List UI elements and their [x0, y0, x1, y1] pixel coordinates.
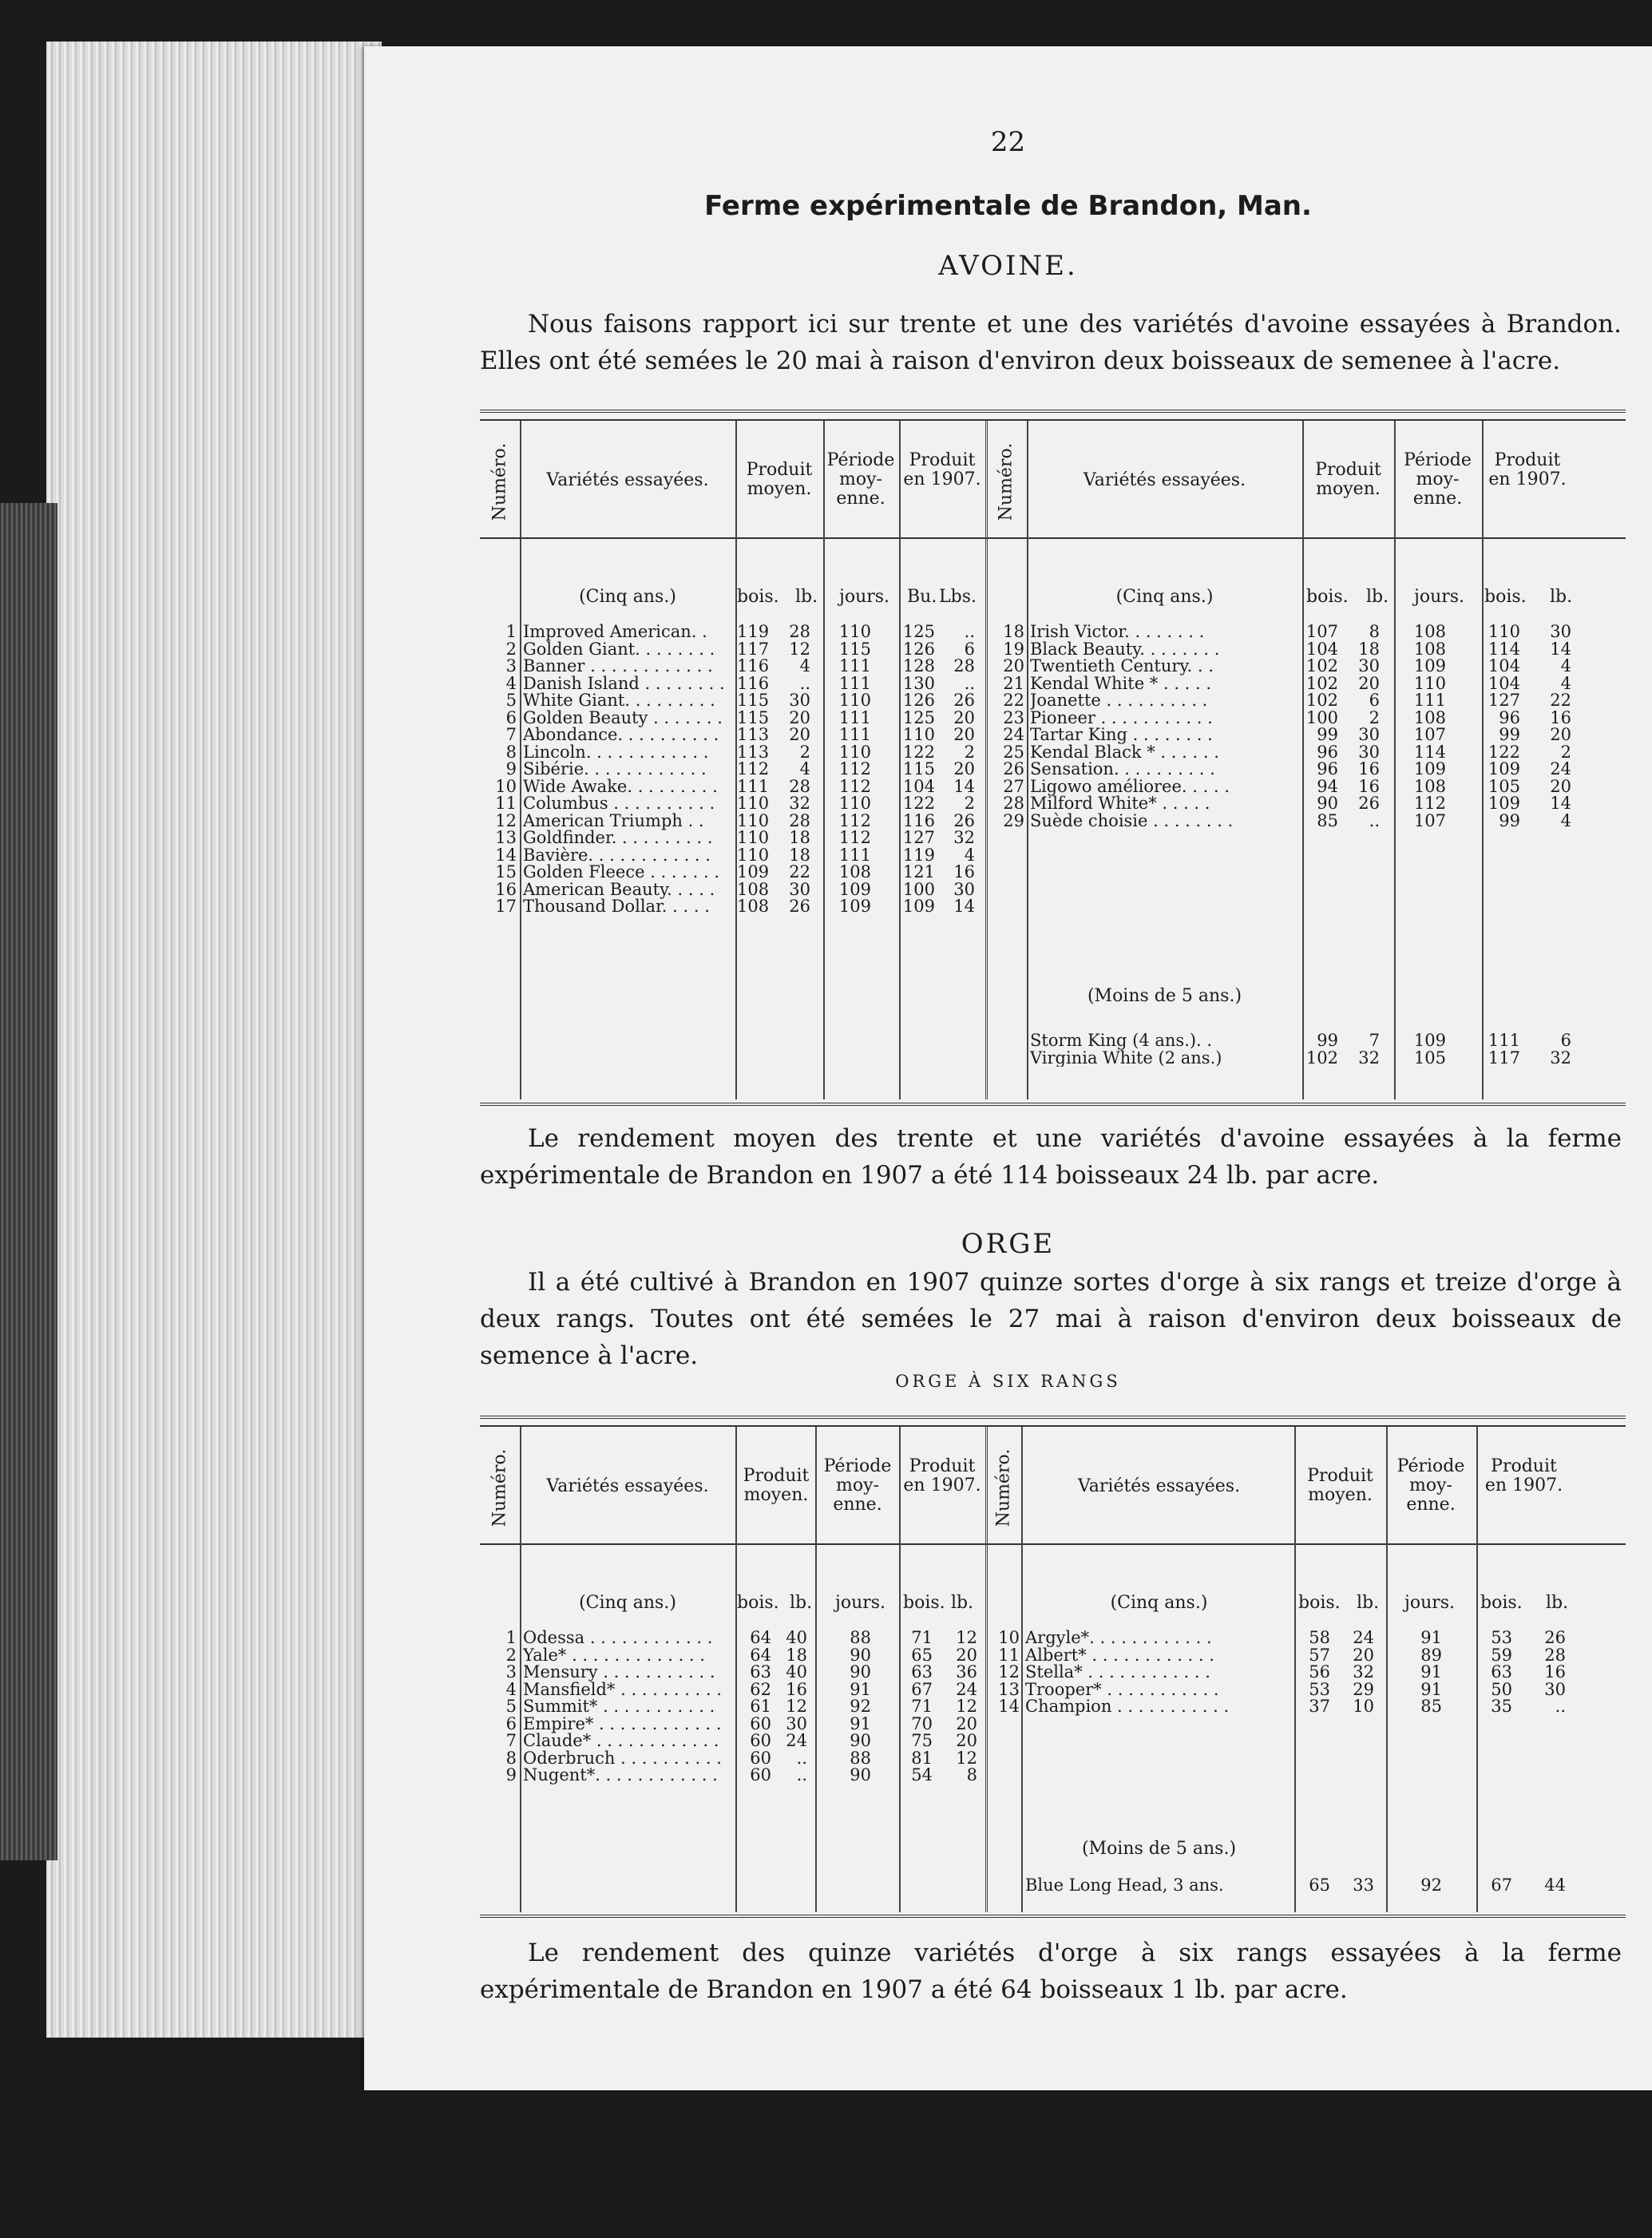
barley-unit: lb.: [1357, 1593, 1380, 1613]
oats-col-yield-left: Produit en 1907.: [903, 450, 981, 489]
oats-unit: Bu.: [907, 587, 937, 607]
oats-moins-label: (Moins de 5 ans.): [1087, 986, 1242, 1006]
barley-left-days: 88 90 90 91 92 91 90 88 90: [850, 1628, 871, 1784]
barley-left-yield-bu: 71 65 63 67 71 70 75 81 54: [911, 1628, 933, 1784]
oats-unit: bois.: [737, 587, 779, 607]
barley-right-varieties: Argyle*. . . . . . . . . . . . Albert* . . . . . . . . . . . . Stella* . . . . . . . . . . . . Trooper* . . . . . . . . . . . Champion . . . . . . . . . . .: [1025, 1630, 1230, 1716]
oats-extra-yield-bu: 111 117: [1488, 1031, 1520, 1068]
barley-unit: jours.: [835, 1593, 886, 1613]
oats-unit: Lbs.: [939, 587, 977, 607]
oats-extra-avg-bu: 99 102: [1305, 1031, 1338, 1068]
barley-extra-variety: Blue Long Head, 3 ans.: [1025, 1877, 1224, 1895]
oats-left-numbers: 1 2 3 4 5 6 7 8 9 10 11 12 13 14 15 16 17: [495, 622, 517, 916]
barley-col-avg-right: Produit moyen.: [1307, 1466, 1373, 1505]
oats-unit: lb.: [1366, 587, 1389, 607]
barley-cinq-ans-left: (Cinq ans.): [579, 1593, 676, 1613]
barley-unit: bois.: [737, 1593, 779, 1613]
barley-intro: Il a été cultivé à Brandon en 1907 quinze sortes d'orge à six rangs et treize d'orge à deux rangs. Toutes ont été semées le 27 mai à raison d'environ deux boisseaux de semence à l'acre.: [480, 1268, 1622, 1370]
oats-left-days: 110 115 111 111 110 111 111 110 112 112 110 112 112 111 108 109 109: [838, 622, 871, 916]
barley-section-title: ORGE: [961, 1228, 1056, 1260]
barley-cinq-ans-right: (Cinq ans.): [1110, 1593, 1208, 1613]
barley-extra-days: 92: [1420, 1876, 1442, 1895]
barley-col-period-left: Période moy- enne.: [823, 1456, 892, 1515]
oats-cinq-ans-left: (Cinq ans.): [579, 587, 676, 607]
oats-extra-avg-lb: 7 32: [1358, 1031, 1380, 1068]
oats-unit: jours.: [1414, 587, 1465, 607]
barley-right-numbers: 10 11 12 13 14: [998, 1628, 1020, 1716]
oats-extra-days: 109 105: [1413, 1031, 1446, 1068]
barley-subheading: ORGE À SIX RANGS: [895, 1372, 1121, 1391]
oats-conclusion: Le rendement moyen des trente et une variétés d'avoine essayées à la ferme expérimentale de Brandon en 1907 a été 114 boisseaux 24 lb. par acre.: [480, 1124, 1622, 1190]
barley-left-avg-bu: 64 64 63 62 61 60 60 60 60: [750, 1628, 771, 1784]
barley-col-yield-right: Produit en 1907.: [1484, 1456, 1563, 1495]
oats-right-varieties: Irish Victor. . . . . . . . Black Beauty. . . . . . . . Twentieth Century. . . Kendal White * . . . . . Joanette . . . . . . . . . . Pioneer . . . . . . . . . . . Tartar King . . . . . . . . Kendal Black * . . . . . . Sensation. . . . . . . . . . Ligowo amélioree. . . . . Milford White* . . . . . Suède choisie . . . . . . . .: [1030, 624, 1234, 830]
oats-table: [480, 410, 1626, 1112]
oats-left-varieties: Improved American. . Golden Giant. . . . . . . . Banner . . . . . . . . . . . . Danish Island . . . . . . . . White Giant. . . . . . . . . Golden Beauty . . . . . . . Abondance. . . . . . . . . . Lincoln. . . . . . . . . . . . Sibérie. . . . . . . . . . . . Wide Awake. . . . . . . . . Columbus . . . . . . . . . . American Triumph . . Goldfinder. . . . . . . . . . Bavière. . . . . . . . . . . . Golden Fleece . . . . . . . American Beauty. . . . . Thousand Dollar. . . . .: [523, 624, 725, 916]
barley-extra-avg-bu: 65: [1309, 1876, 1330, 1895]
barley-left-yield-lb: 12 20 36 24 12 20 20 12 8: [956, 1628, 977, 1784]
page-stack-edges: [46, 42, 382, 2038]
barley-left-numbers: 1 2 3 4 5 6 7 8 9: [505, 1628, 517, 1784]
oats-left-yield-lb: .. 6 28 .. 26 20 20 2 20 14 2 26 32 4 16 30 14: [953, 622, 975, 916]
oats-right-numbers: 18 19 20 21 22 23 24 25 26 27 28 29: [1003, 622, 1024, 830]
document-page: [364, 46, 1652, 2090]
barley-unit: bois.: [903, 1593, 945, 1613]
barley-col-yield-left: Produit en 1907.: [903, 1456, 981, 1495]
oats-left-avg-bu: 119 117 116 116 115 115 113 113 112 111 110 110 110 110 109 108 108: [737, 622, 770, 916]
oats-unit: lb.: [795, 587, 818, 607]
oats-col-avg-right: Produit moyen.: [1315, 460, 1381, 499]
barley-table: [480, 1416, 1626, 1927]
oats-unit: lb.: [1550, 587, 1573, 607]
barley-right-days: 91 89 91 91 85: [1420, 1628, 1442, 1716]
barley-col-avg-left: Produit moyen.: [743, 1466, 810, 1505]
barley-left-avg-lb: 40 18 40 16 12 30 24 .. ..: [786, 1628, 807, 1784]
barley-col-numero-left: Numéro.: [489, 1448, 510, 1527]
barley-extra-yield-bu: 67: [1491, 1876, 1512, 1895]
oats-col-numero-left: Numéro.: [489, 442, 510, 521]
oats-section-title: AVOINE.: [938, 250, 1078, 282]
oats-col-variety-right: Variétés essayées.: [1083, 470, 1246, 490]
barley-unit: lb.: [951, 1593, 974, 1613]
oats-extra-yield-lb: 6 32: [1550, 1031, 1571, 1068]
oats-col-numero-right: Numéro.: [996, 442, 1016, 521]
barley-col-numero-right: Numéro.: [993, 1448, 1014, 1527]
oats-intro: Nous faisons rapport ici sur trente et une des variétés d'avoine essayées à Brandon. Elles ont été semées le 20 mai à raison d'environ deux boisseaux de semenee à l'acre.: [480, 310, 1622, 375]
oats-right-avg-bu: 107 104 102 102 102 100 99 96 96 94 90 85: [1305, 622, 1338, 830]
barley-left-varieties: Odessa . . . . . . . . . . . . Yale* . . . . . . . . . . . . . Mensury . . . . . . . . . . . Mansfield* . . . . . . . . . . Summit* . . . . . . . . . . . Empire* . . . . . . . . . . . . Claude* . . . . . . . . . . . . Oderbruch . . . . . . . . . . Nugent*. . . . . . . . . . . .: [523, 1630, 722, 1784]
oats-col-variety-left: Variétés essayées.: [546, 470, 709, 490]
barley-unit: jours.: [1404, 1593, 1456, 1613]
oats-extra-varieties: Storm King (4 ans.). . Virginia White (2 ans.): [1030, 1032, 1222, 1067]
page-number: 22: [990, 126, 1026, 158]
barley-conclusion: Le rendement des quinze variétés d'orge à six rangs essayées à la ferme expérimentale de Brandon en 1907 a été 64 boisseaux 1 lb. par acre.: [480, 1939, 1622, 2004]
barley-unit: bois.: [1480, 1593, 1523, 1613]
oats-right-avg-lb: 8 18 30 20 6 2 30 30 16 16 26 ..: [1358, 622, 1380, 830]
barley-right-yield-lb: 26 28 16 30 ..: [1544, 1628, 1566, 1716]
barley-col-variety-right: Variétés essayées.: [1077, 1476, 1241, 1496]
barley-col-variety-left: Variétés essayées.: [546, 1476, 709, 1496]
oats-right-days: 108 108 109 110 111 108 107 114 109 108 112 107: [1413, 622, 1446, 830]
barley-moins-label: (Moins de 5 ans.): [1081, 1839, 1237, 1859]
oats-unit: bois.: [1484, 587, 1527, 607]
book-spine: [0, 503, 57, 1860]
barley-unit: lb.: [1546, 1593, 1569, 1613]
barley-extra-yield-lb: 44: [1544, 1876, 1566, 1895]
oats-unit: jours.: [839, 587, 890, 607]
oats-col-period-left: Période moy- enne.: [826, 450, 895, 509]
barley-unit: bois.: [1298, 1593, 1341, 1613]
barley-extra-avg-lb: 33: [1353, 1876, 1374, 1895]
oats-cinq-ans-right: (Cinq ans.): [1115, 587, 1214, 607]
oats-col-period-right: Période moy- enne.: [1404, 450, 1472, 509]
barley-unit: lb.: [790, 1593, 813, 1613]
barley-right-avg-bu: 58 57 56 53 37: [1309, 1628, 1330, 1716]
oats-unit: bois.: [1306, 587, 1349, 607]
barley-right-avg-lb: 24 20 32 29 10: [1353, 1628, 1374, 1716]
oats-right-yield-lb: 30 14 4 4 22 16 20 2 24 20 14 4: [1550, 622, 1571, 830]
barley-col-period-right: Période moy- enne.: [1396, 1456, 1465, 1515]
oats-left-yield-bu: 125 126 128 130 126 125 110 122 115 104 122 116 127 119 121 100 109: [902, 622, 935, 916]
oats-left-avg-lb: 28 12 4 .. 30 20 20 2 4 28 32 28 18 18 22 30 26: [789, 622, 810, 916]
oats-col-avg-left: Produit moyen.: [746, 460, 813, 499]
oats-right-yield-bu: 110 114 104 104 127 96 99 122 109 105 109 99: [1488, 622, 1520, 830]
page-heading: Ferme expérimentale de Brandon, Man.: [704, 190, 1312, 222]
barley-right-yield-bu: 53 59 63 50 35: [1491, 1628, 1512, 1716]
oats-col-yield-right: Produit en 1907.: [1488, 450, 1567, 489]
